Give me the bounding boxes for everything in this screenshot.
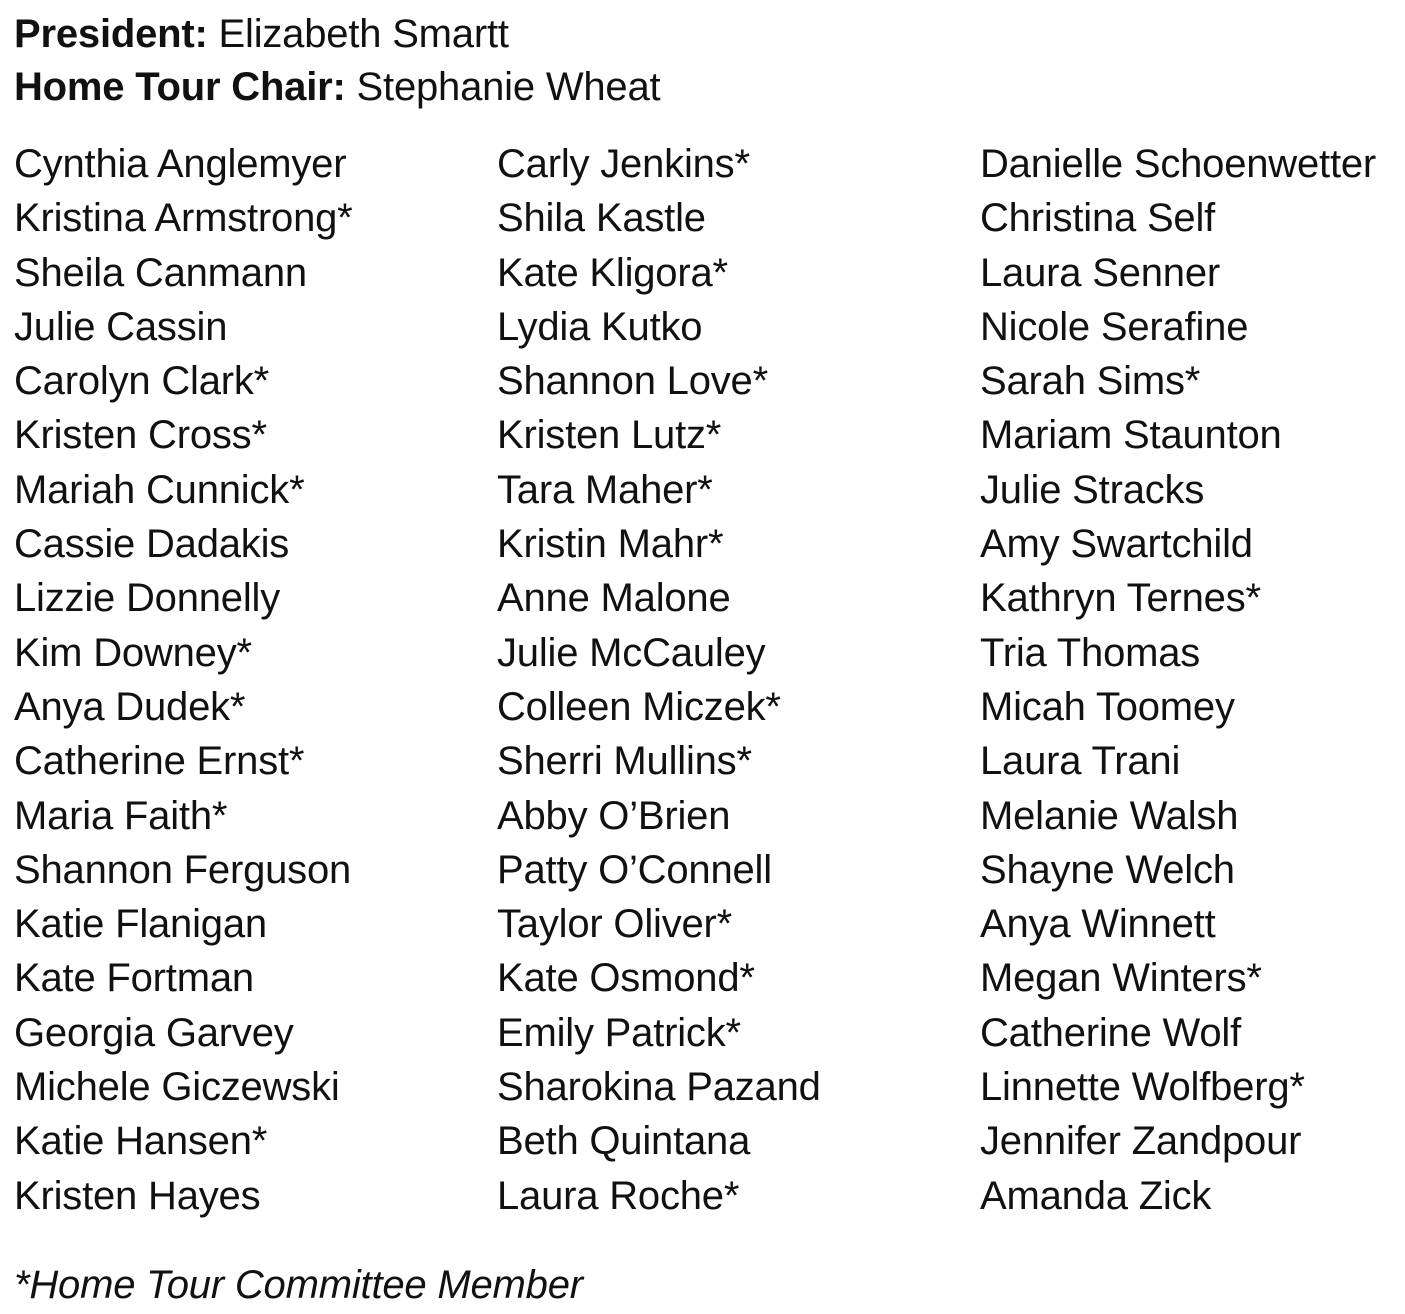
member-name: Kim Downey* xyxy=(14,630,252,675)
member-name: Carly Jenkins* xyxy=(497,142,750,186)
member-name: Kristen Cross* xyxy=(14,413,267,458)
member-name: Shannon Ferguson xyxy=(14,847,352,892)
member-name: Kristina Armstrong* xyxy=(14,196,353,241)
header xyxy=(14,8,660,114)
member-name: Kathryn Ternes* xyxy=(980,576,1261,621)
member-column-2 xyxy=(497,137,821,1223)
member-name: Sharokina Pazand xyxy=(497,1065,821,1110)
member-name: Nicole Serafine xyxy=(980,304,1249,349)
member-name: Laura Trani xyxy=(980,739,1181,784)
member-name: Danielle Schoenwetter xyxy=(980,142,1377,186)
member-name: Julie Stracks xyxy=(980,467,1205,512)
member-name: Katie Flanigan xyxy=(14,902,267,947)
member-name: Maria Faith* xyxy=(14,793,228,838)
president-name: Elizabeth Smartt xyxy=(218,12,509,56)
member-name: Micah Toomey xyxy=(980,684,1235,729)
member-name: Kate Kligora* xyxy=(497,250,728,295)
member-name: Kristen Hayes xyxy=(14,1173,261,1218)
member-name: Lizzie Donnelly xyxy=(14,576,281,621)
member-name: Mariam Staunton xyxy=(980,413,1282,458)
member-name: Sheila Canmann xyxy=(14,250,307,295)
member-name: Julie Cassin xyxy=(14,304,228,349)
president-line xyxy=(14,8,660,61)
member-name: Catherine Wolf xyxy=(980,1010,1242,1055)
member-name: Laura Roche* xyxy=(497,1173,740,1218)
home-tour-chair-line xyxy=(14,61,660,114)
member-name: Anya Winnett xyxy=(980,902,1216,947)
member-name: Abby O’Brien xyxy=(497,793,731,838)
member-name: Kristen Lutz* xyxy=(497,413,722,458)
member-name: Julie McCauley xyxy=(497,630,766,675)
member-name: Tara Maher* xyxy=(497,467,713,512)
member-name: Cassie Dadakis xyxy=(14,522,290,567)
member-name: Kate Fortman xyxy=(14,956,254,1001)
member-name: Sherri Mullins* xyxy=(497,739,752,784)
committee-footnote: *Home Tour Committee Member xyxy=(14,1263,583,1307)
member-name: Kate Osmond* xyxy=(497,956,755,1001)
member-column-3 xyxy=(980,137,1376,1223)
member-name: Shannon Love* xyxy=(497,359,768,404)
member-name: Christina Self xyxy=(980,196,1216,241)
member-name: Shila Kastle xyxy=(497,196,706,241)
member-name: Lydia Kutko xyxy=(497,304,703,349)
home-tour-chair-name: Stephanie Wheat xyxy=(356,65,661,109)
member-name: Jennifer Zandpour xyxy=(980,1119,1302,1164)
member-name: Megan Winters* xyxy=(980,956,1262,1001)
member-name: Colleen Miczek* xyxy=(497,684,781,729)
member-name: Catherine Ernst* xyxy=(14,739,305,784)
member-name: Emily Patrick* xyxy=(497,1010,741,1055)
member-name: Carolyn Clark* xyxy=(14,359,270,404)
member-name: Shayne Welch xyxy=(980,847,1235,892)
member-name: Amy Swartchild xyxy=(980,522,1253,567)
member-column-1 xyxy=(14,137,353,1223)
member-name: Laura Senner xyxy=(980,250,1221,295)
member-name: Anne Malone xyxy=(497,576,731,621)
member-name: Cynthia Anglemyer xyxy=(14,142,347,186)
home-tour-chair-label: Home Tour Chair: xyxy=(14,65,346,109)
member-name: Georgia Garvey xyxy=(14,1010,294,1055)
member-name: Linnette Wolfberg* xyxy=(980,1065,1305,1110)
member-name: Taylor Oliver* xyxy=(497,902,733,947)
member-name: Katie Hansen* xyxy=(14,1119,268,1164)
member-name: Tria Thomas xyxy=(980,630,1201,675)
member-name: Amanda Zick xyxy=(980,1173,1212,1218)
member-name: Michele Giczewski xyxy=(14,1065,340,1110)
president-label: President: xyxy=(14,12,208,56)
member-name: Sarah Sims* xyxy=(980,359,1201,404)
member-name: Patty O’Connell xyxy=(497,847,772,892)
member-name: Anya Dudek* xyxy=(14,684,246,729)
member-name: Melanie Walsh xyxy=(980,793,1239,838)
member-name: Kristin Mahr* xyxy=(497,522,724,567)
member-name: Beth Quintana xyxy=(497,1119,751,1164)
member-name: Mariah Cunnick* xyxy=(14,467,305,512)
